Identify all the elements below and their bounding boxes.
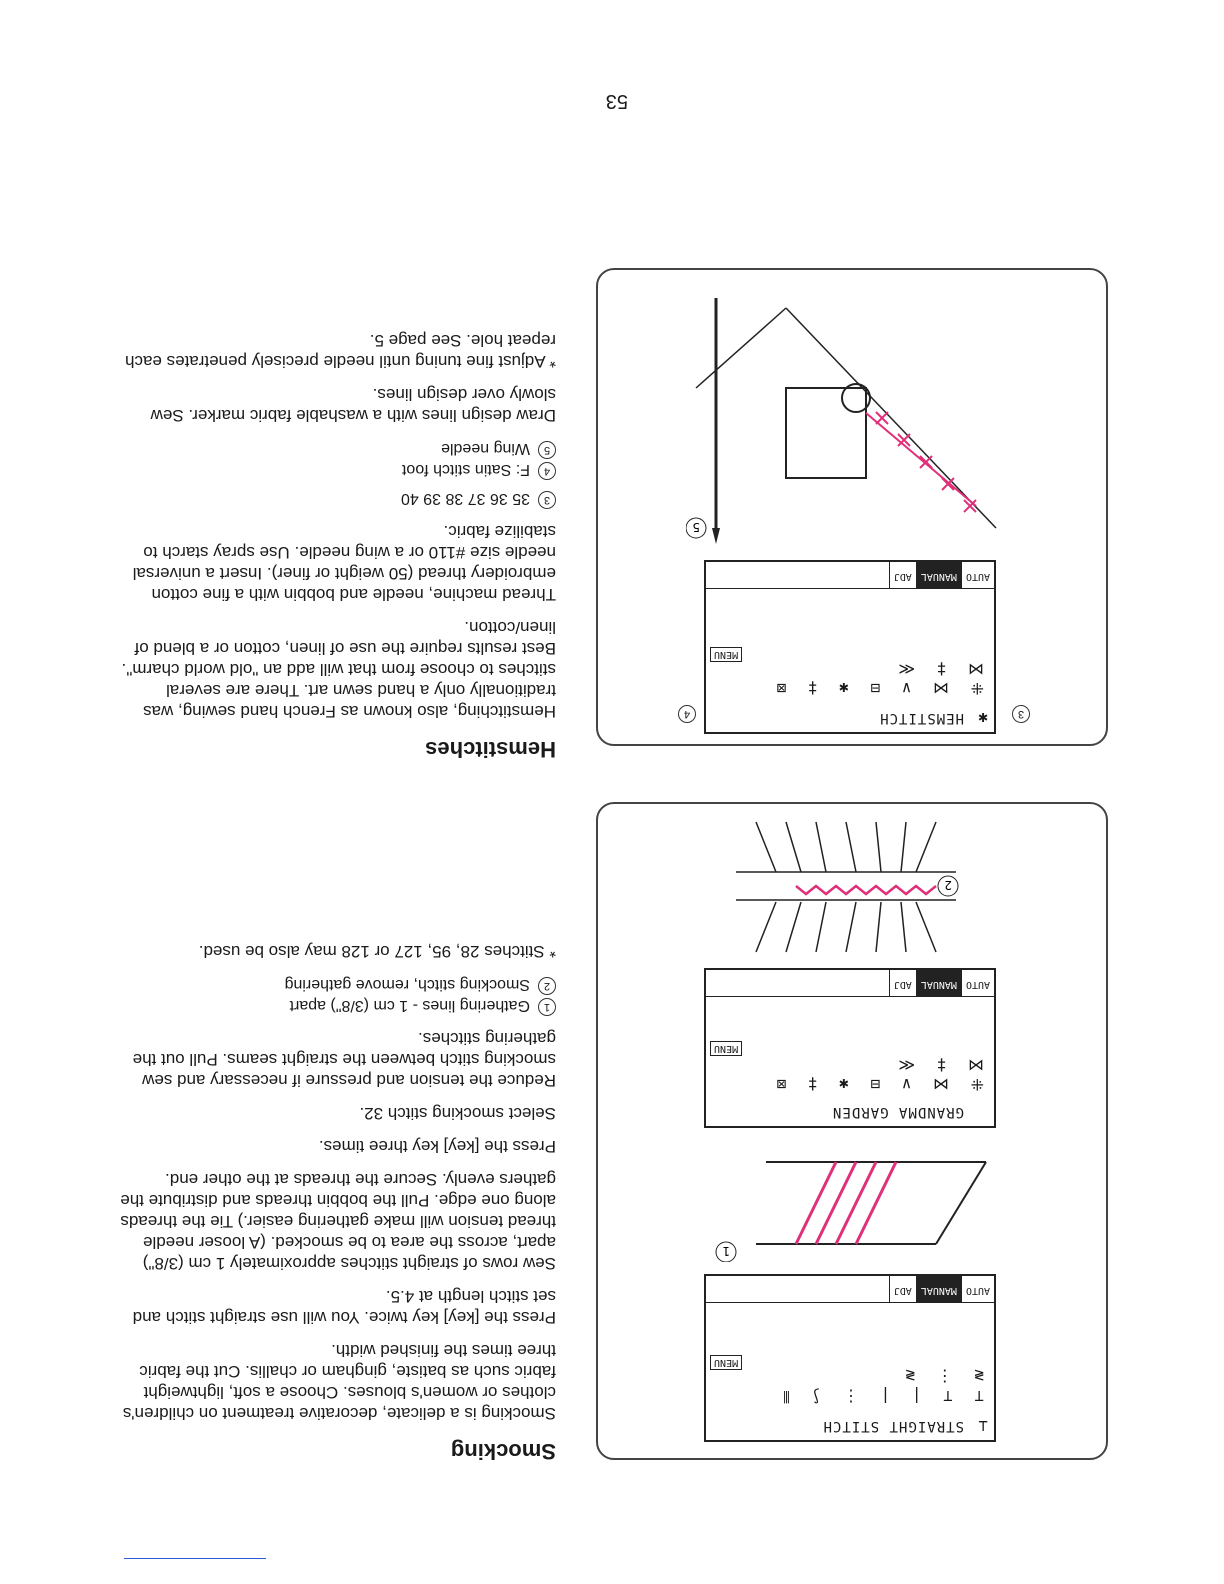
tab-manual[interactable]: MANUAL bbox=[916, 1276, 961, 1302]
hemstitches-design-lines: Draw design lines with a washable fabric marker. Sew slowly over design lines. bbox=[150, 385, 556, 425]
smocking-step-3: Press the [key] key three times. bbox=[318, 1137, 556, 1156]
svg-text:1: 1 bbox=[722, 1244, 730, 1258]
svg-text:2: 2 bbox=[944, 878, 952, 892]
stitch-grid: ⁜ ⋈ ∨ ⊟ ✱ ‡ ⊠ ⋈ ‡ ≪ bbox=[770, 1056, 984, 1094]
menu-button[interactable]: MENU bbox=[710, 1355, 742, 1370]
straight-stitch-icon: ⊥ bbox=[978, 1417, 988, 1436]
callout-3: 3 bbox=[1012, 705, 1030, 724]
smocking-step-1: Press the [key] key twice. You will use straight stitch and set stitch length at 4.5. bbox=[132, 1287, 556, 1327]
hemstitch-stitch-numbers: 35 36 37 38 39 40 bbox=[400, 490, 530, 507]
smocking-item-1-text: Gathering lines - 1 cm (3/8") apart bbox=[289, 997, 530, 1014]
gathering-lines-illustration bbox=[706, 1132, 996, 1262]
menu-button[interactable]: MENU bbox=[710, 1041, 742, 1056]
lcd-hemstitch bbox=[704, 560, 996, 734]
smocking-step-4: Select smocking stitch 32. bbox=[359, 1104, 556, 1123]
smocked-fabric-illustration bbox=[686, 812, 976, 962]
number-5-icon: 5 bbox=[538, 441, 556, 459]
hemstitches-note: * Adjust fine tuning until needle precisely penetrates each repeat hole. See page 5. bbox=[125, 331, 556, 371]
hemstitches-heading: Hemstitches bbox=[425, 737, 556, 762]
smocking-item-2-text: Smocking stitch, remove gathering bbox=[284, 976, 530, 993]
mode-tabs bbox=[706, 970, 994, 997]
hemstitches-item-5 bbox=[116, 438, 556, 459]
lcd-title: GRANDMA GARDEN bbox=[831, 1104, 964, 1120]
smocking-item-1 bbox=[116, 995, 556, 1016]
footer-rule bbox=[124, 1558, 266, 1559]
tab-adj[interactable]: ADJ bbox=[889, 970, 916, 996]
smocking-intro: Smocking is a delicate, decorative treatment on children's clothes or women's blouses. Choose a soft, lightweight fabric such as batiste, gingham or challis. Cut the fabric three times the finished width. bbox=[122, 1341, 556, 1423]
tab-auto[interactable]: AUTO bbox=[961, 1276, 994, 1302]
mode-tabs bbox=[706, 1276, 994, 1303]
menu-button[interactable]: MENU bbox=[710, 647, 742, 662]
smocking-step-5: Reduce the tension and pressure if necessary and sew smocking stitch between the straight seams. Pull out the gathering stitches. bbox=[132, 1029, 556, 1090]
stitch-grid: ⊤ ⊤ | | ⋮ ⟆ ⦀ ≷ ⋮ ≷ bbox=[776, 1367, 984, 1406]
hemstitches-section bbox=[116, 330, 556, 762]
hemstitches-threading: Thread machine, needle and bobbin with a fine cotton embroidery thread (50 weight or finer). Insert a universal needle size #110 or a wing needle. Use spray starch to stabilize fabric. bbox=[132, 522, 556, 604]
hemstitch-figure-box bbox=[596, 268, 1108, 746]
smocking-section bbox=[116, 941, 556, 1464]
page-number: 53 bbox=[605, 90, 628, 112]
smocking-heading: Smocking bbox=[450, 1439, 556, 1464]
smocking-note: * Stitches 28, 95, 127 or 128 may also be used. bbox=[198, 942, 556, 961]
hemstitches-item-4-text: F: Satin stitch foot bbox=[401, 461, 530, 478]
tab-adj[interactable]: ADJ bbox=[889, 562, 916, 588]
hemstitch-foot-illustration bbox=[686, 278, 1016, 548]
hemstitches-item-5-text: Wing needle bbox=[441, 440, 530, 457]
tab-manual[interactable]: MANUAL bbox=[916, 562, 961, 588]
number-4-icon: 4 bbox=[538, 462, 556, 480]
number-3-icon: 3 bbox=[538, 491, 556, 509]
stitch-grid: ⁜ ⋈ ∨ ⊟ ✱ ‡ ⊠ ⋈ ‡ ≪ bbox=[770, 660, 984, 698]
tab-manual[interactable]: MANUAL bbox=[916, 970, 961, 996]
smocking-figure-box bbox=[596, 802, 1108, 1460]
number-1-icon: 1 bbox=[538, 998, 556, 1016]
tab-adj[interactable]: ADJ bbox=[889, 1276, 916, 1302]
lcd-title: STRAIGHT STITCH bbox=[822, 1418, 964, 1434]
hemstitches-item-4 bbox=[116, 459, 556, 480]
smocking-step-2: Sew rows of straight stitches approximately 1 cm (3/8") apart, across the area to be smocked. (A looser needle thread tension will make gathering easier.) Tie the threads along one edge. Pull the bobbin threads and distribute the gathers evenly. Secure the threads at the other end. bbox=[120, 1170, 556, 1273]
tab-auto[interactable]: AUTO bbox=[961, 562, 994, 588]
hemstitch-icon: ✱ bbox=[978, 709, 988, 728]
callout-4: 4 bbox=[678, 705, 696, 724]
svg-text:5: 5 bbox=[692, 520, 700, 534]
lcd-straight-stitch bbox=[704, 1274, 996, 1442]
smocking-item-2 bbox=[116, 974, 556, 995]
lcd-title: HEMSTITCH bbox=[879, 710, 964, 726]
tab-auto[interactable]: AUTO bbox=[961, 970, 994, 996]
mode-tabs bbox=[706, 562, 994, 589]
hemstitches-intro: Hemstitching, also known as French hand sewing, was traditionally only a hand sewn art. There are several stitches to choose from that will add an "old world charm". Best results require the use of linen, cotton or a blend of linen/cotton. bbox=[121, 618, 556, 721]
hemstitches-item-3 bbox=[116, 488, 556, 509]
lcd-grandma-garden bbox=[704, 968, 996, 1128]
number-2-icon: 2 bbox=[538, 977, 556, 995]
